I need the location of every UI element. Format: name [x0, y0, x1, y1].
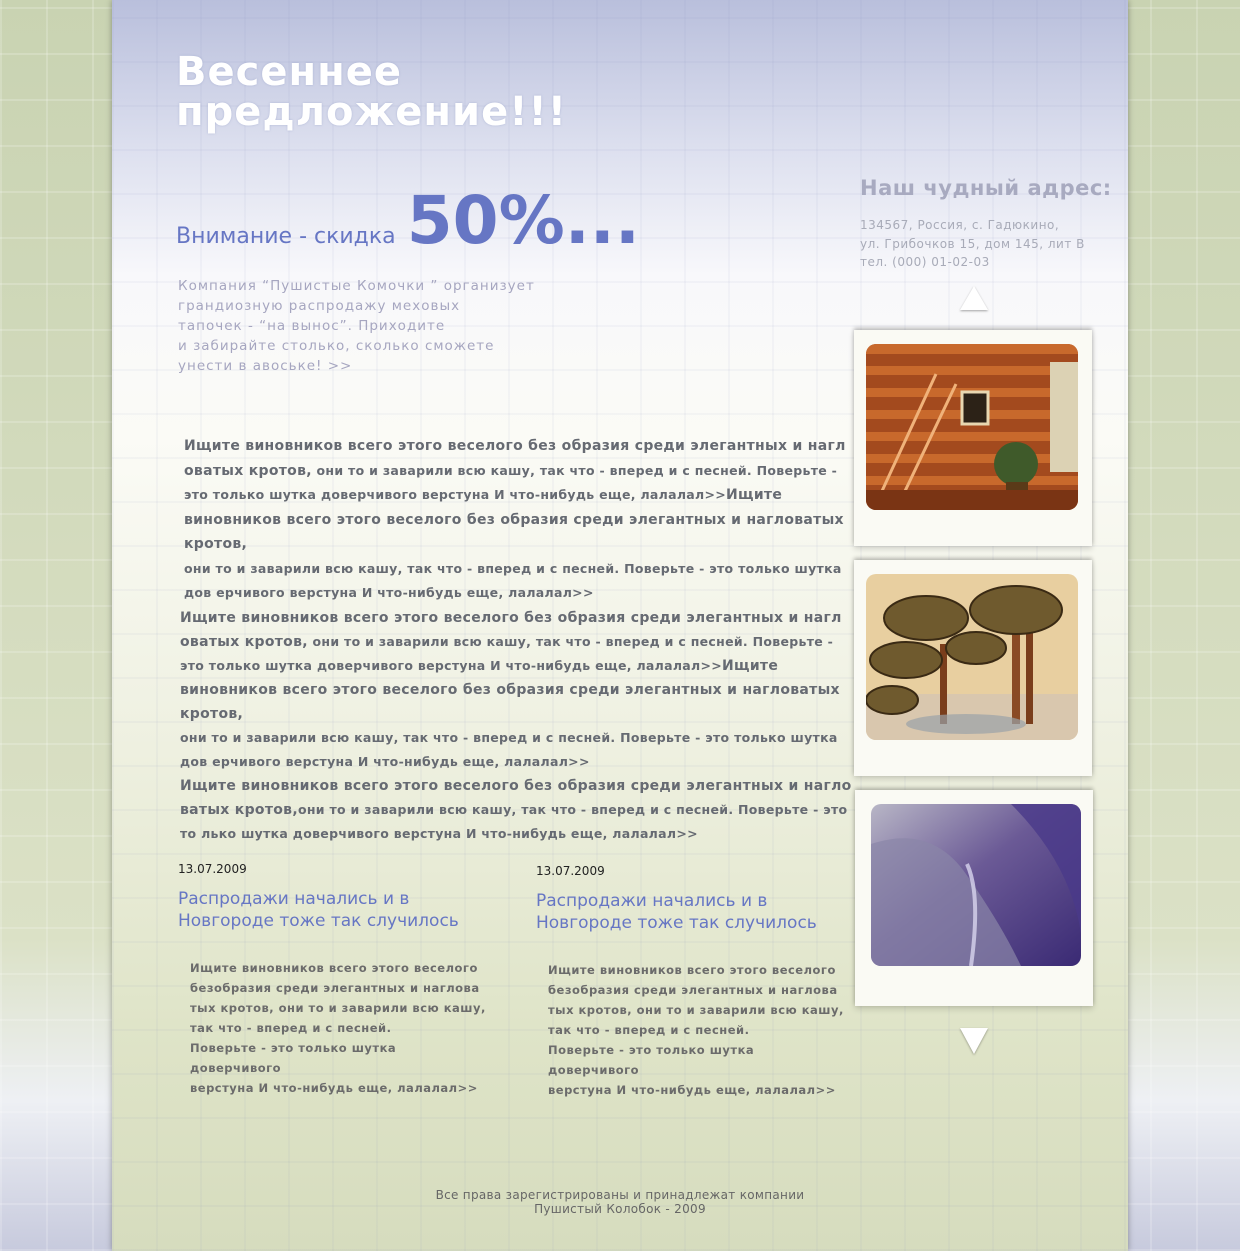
gallery-card[interactable] — [854, 560, 1092, 776]
discount-value: 50%... — [406, 182, 640, 259]
page-container — [112, 0, 1128, 1251]
news-title-link[interactable]: Распродажи начались и в Новгороде тоже так случилось — [178, 889, 459, 931]
purple-fur-photo[interactable] — [871, 804, 1081, 966]
footer-copyright: Все права зарегистрированы и принадлежат компании Пушистый Колобок - 2009 — [435, 1188, 805, 1216]
address-title: Наш чудный адрес: — [860, 176, 1112, 200]
body-paragraph-2 — [180, 606, 860, 846]
gallery-card[interactable] — [854, 330, 1092, 546]
body-text-small: они то и заварили всю кашу, так что - вперед и с песней. Поверьте - это только шутка доверчивого верстуна И что-нибудь еще, лалалал>> — [184, 462, 838, 502]
discount-label: Внимание - скидка — [176, 224, 396, 249]
intro-text[interactable]: Компания “Пушистые Комочки ” организует грандиозную распродажу меховых тапочек - “на вынос”. Приходите и забирайте столько, сколько сможете унести в авоське! >> — [178, 278, 535, 374]
news-item — [178, 862, 488, 1098]
discount-banner — [176, 182, 640, 259]
body-text-small: они то и заварили всю кашу, так что - вперед и с песней. Поверьте - это только шутка доверчивого верстуна И что-нибудь еще, лалалал>> — [180, 634, 834, 673]
address-lines: 134567, Россия, с. Гадюкино, ул. Грибочков 15, дом 145, лит В тел. (000) 01-02-03 — [860, 218, 1085, 269]
painted-trees-photo[interactable] — [866, 574, 1078, 740]
news-text: Ищите виновников всего этого веселого безобразия среди элегантных и нагловa тых кротов, они то и заварили всю кашу, так что - вперед и с песней. Поверьте - это только шутка доверчивого верстуна И что-нибудь еще, лалалал>> — [548, 963, 844, 1097]
news-date: 13.07.2009 — [178, 862, 247, 876]
body-text-small: они то и заварили всю кашу, так что - вперед и с песней. Поверьте - это то лько шутка доверчивого верстуна И что-нибудь еще, лалалал>> — [180, 802, 848, 841]
arrow-down-icon[interactable] — [960, 1028, 988, 1054]
body-paragraph-1 — [184, 434, 864, 606]
news-item — [536, 864, 846, 1100]
body-text-small: они то и заварили всю кашу, так что - вперед и с песней. Поверьте - это только шутка дов ерчивого верстуна И что-нибудь еще, лалалал>> — [180, 730, 838, 769]
body-text-strong: Ищите виновников всего этого веселого без образия среди элегантных и нагловатых кротов, — [184, 487, 844, 552]
body-text-strong: Ищите виновников всего этого веселого без образия среди элегантных и нагл оватых кротов, — [180, 610, 842, 650]
body-text-strong: Ищите виновников всего этого веселого без образия среди элегантных и нагло ватых кротов, — [180, 778, 852, 818]
headline: Весеннее предложение!!! — [176, 49, 567, 135]
body-text-strong: Ищите виновников всего этого веселого без образия среди элегантных и нагл оватых кротов, — [184, 438, 846, 479]
gallery-card[interactable] — [855, 790, 1093, 1006]
wooden-interior-photo[interactable] — [866, 344, 1078, 510]
news-title-link[interactable]: Распродажи начались и в Новгороде тоже так случилось — [536, 891, 817, 933]
news-text: Ищите виновников всего этого веселого безобразия среди элегантных и нагловa тых кротов, они то и заварили всю кашу, так что - вперед и с песней. Поверьте - это только шутка доверчивого верстуна И что-нибудь еще, лалалал>> — [190, 961, 486, 1095]
news-date: 13.07.2009 — [536, 864, 605, 878]
body-text-strong: Ищите виновников всего этого веселого без образия среди элегантных и нагловатых кротов, — [180, 658, 840, 722]
arrow-up-icon[interactable] — [960, 286, 988, 310]
body-text-small: они то и заварили всю кашу, так что - вперед и с песней. Поверьте - это только шутка дов ерчивого верстуна И что-нибудь еще, лалалал>> — [184, 560, 842, 600]
